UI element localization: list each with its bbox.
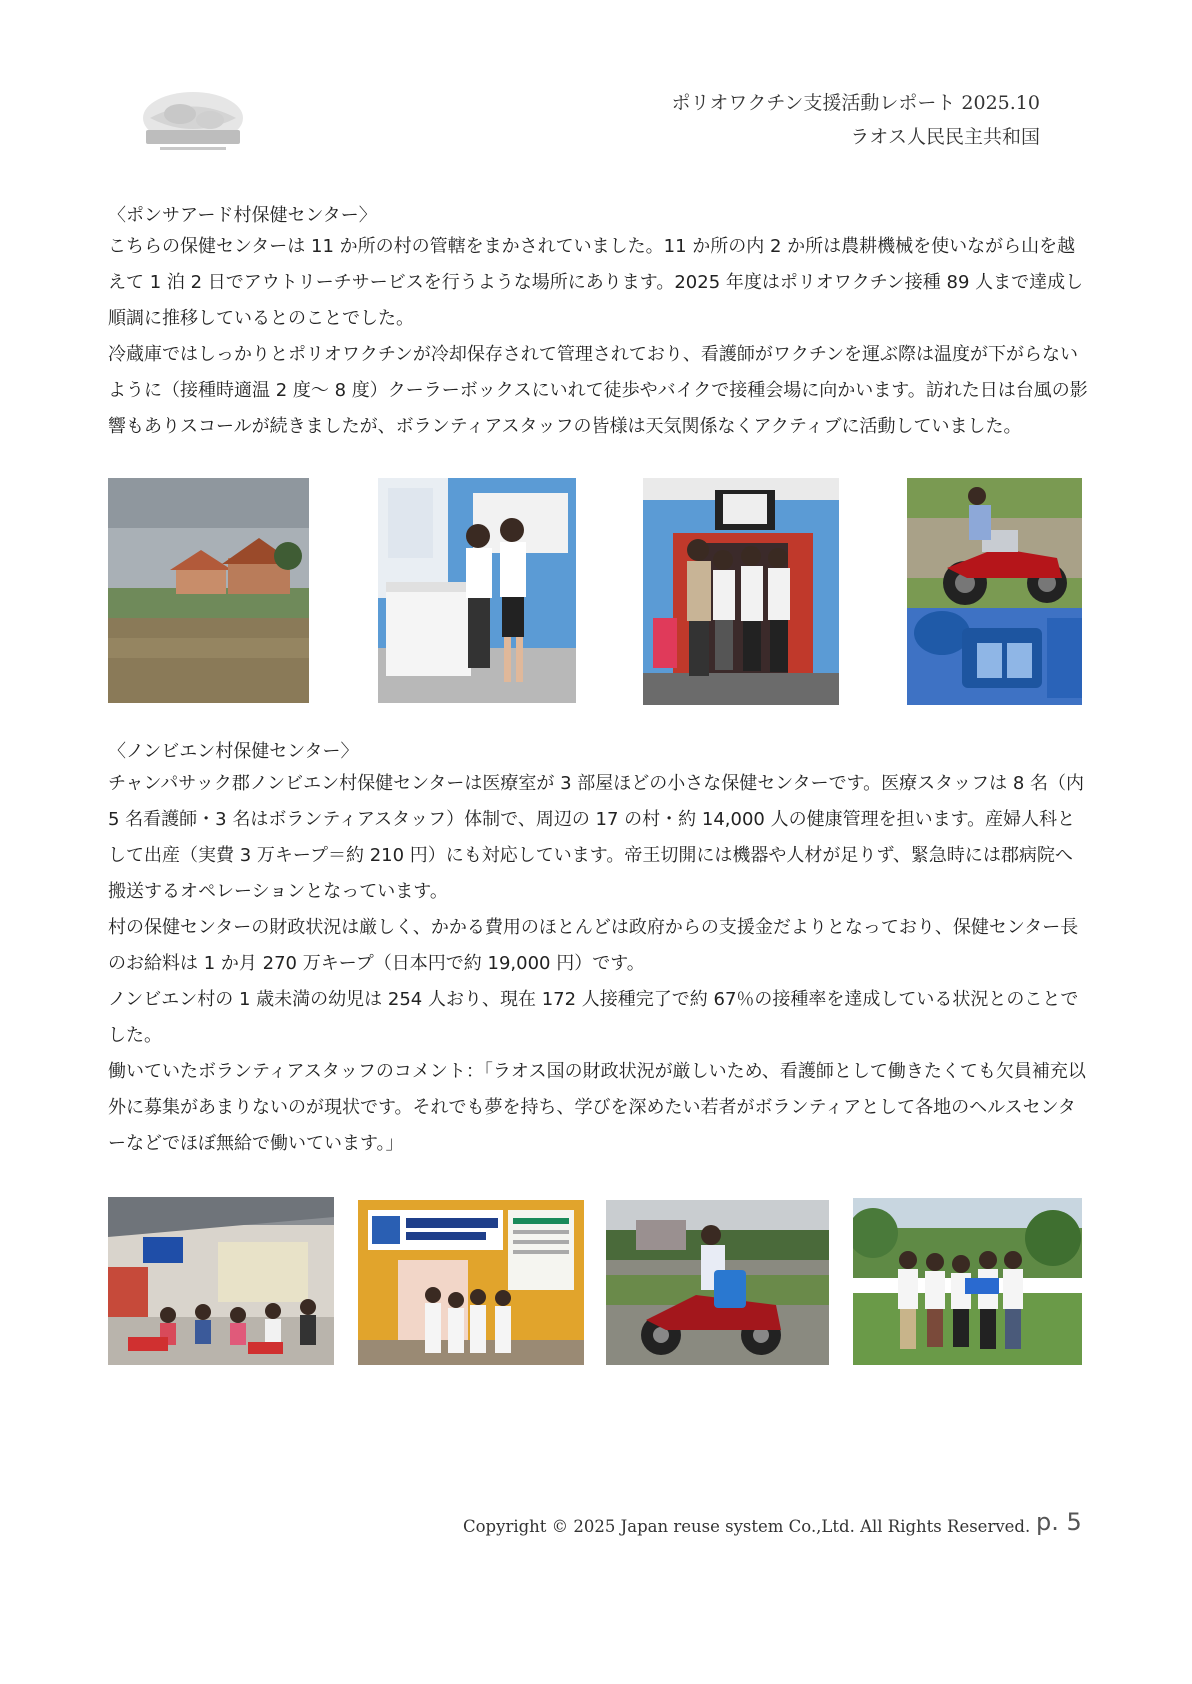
nurse-on-motorbike-photo bbox=[606, 1200, 829, 1365]
section-body-ponsaard bbox=[108, 229, 1088, 445]
page-number: p. 5 bbox=[1036, 1508, 1082, 1536]
paragraph: チャンパサック郡ノンビエン村保健センターは医療室が 3 部屋ほどの小さな保健センターです。医療スタッフは 8 名（内 5 名看護師・3 名はボランティアスタッフ）体制で、周辺の 17 の村・約 14,000 人の健康管理を担います。産婦人科として出産（実費 3 万キープ＝約 210 円）にも対応しています。帝王切開には機器や人材が足りず、緊急時には郡病院へ搬送するオペレーションとなっています。 bbox=[108, 773, 1085, 902]
logo bbox=[140, 90, 246, 156]
flooded-village-photo bbox=[108, 478, 309, 703]
section-title-nongbien: 〈ノンビエン村保健センター〉 bbox=[108, 741, 359, 762]
copyright-notice: Copyright © 2025 Japan reuse system Co.,Ltd. All Rights Reserved. bbox=[463, 1517, 1031, 1536]
document-header bbox=[672, 86, 1040, 154]
staff-with-freezer-photo bbox=[378, 478, 576, 703]
group-outdoor-photo bbox=[853, 1198, 1082, 1365]
section-body-nongbien bbox=[108, 766, 1088, 1162]
paragraph: こちらの保健センターは 11 か所の村の管轄をまかされていました。11 か所の内 2 か所は農耕機械を使いながら山を越えて 1 泊 2 日でアウトリーチサービスを行うような場所にあります。2025 年度はポリオワクチン接種 89 人まで達成し順調に推移しているとのことでした。 bbox=[108, 236, 1084, 329]
health-center-waiting-area-photo bbox=[108, 1197, 334, 1365]
paragraph: 村の保健センターの財政状況は厳しく、かかる費用のほとんどは政府からの支援金だよりとなっており、保健センター長のお給料は 1 か月 270 万キープ（日本円で約 19,000 円）です。 bbox=[108, 917, 1079, 974]
staff-under-sign-photo bbox=[358, 1200, 584, 1365]
staff-group-doorway-photo bbox=[643, 478, 839, 705]
country-name: ラオス人民民主共和国 bbox=[850, 126, 1040, 148]
globe-logo-icon bbox=[140, 90, 246, 156]
motorbike-coolerbox-photo bbox=[907, 478, 1082, 705]
paragraph: ノンビエン村の 1 歳未満の幼児は 254 人おり、現在 172 人接種完了で約 67％の接種率を達成している状況とのことでした。 bbox=[108, 989, 1079, 1046]
section-title-ponsaard: 〈ポンサアード村保健センター〉 bbox=[108, 205, 377, 226]
report-title: ポリオワクチン支援活動レポート 2025.10 bbox=[671, 92, 1040, 114]
paragraph: 働いていたボランティアスタッフのコメント：「ラオス国の財政状況が厳しいため、看護師として働きたくても欠員補充以外に募集があまりないのが現状です。それでも夢を持ち、学びを深めたい若者がボランティアとして各地のヘルスセンターなどでほぼ無給で働いています。」 bbox=[108, 1061, 1086, 1154]
paragraph: 冷蔵庫ではしっかりとポリオワクチンが冷却保存されて管理されており、看護師がワクチンを運ぶ際は温度が下がらないように（接種時適温 2 度～ 8 度）クーラーボックスにいれて徒歩やバイクで接種会場に向かいます。訪れた日は台風の影響もありスコールが続きましたが、ボランティアスタッフの皆様は天気関係なくアクティブに活動していました。 bbox=[108, 344, 1088, 437]
